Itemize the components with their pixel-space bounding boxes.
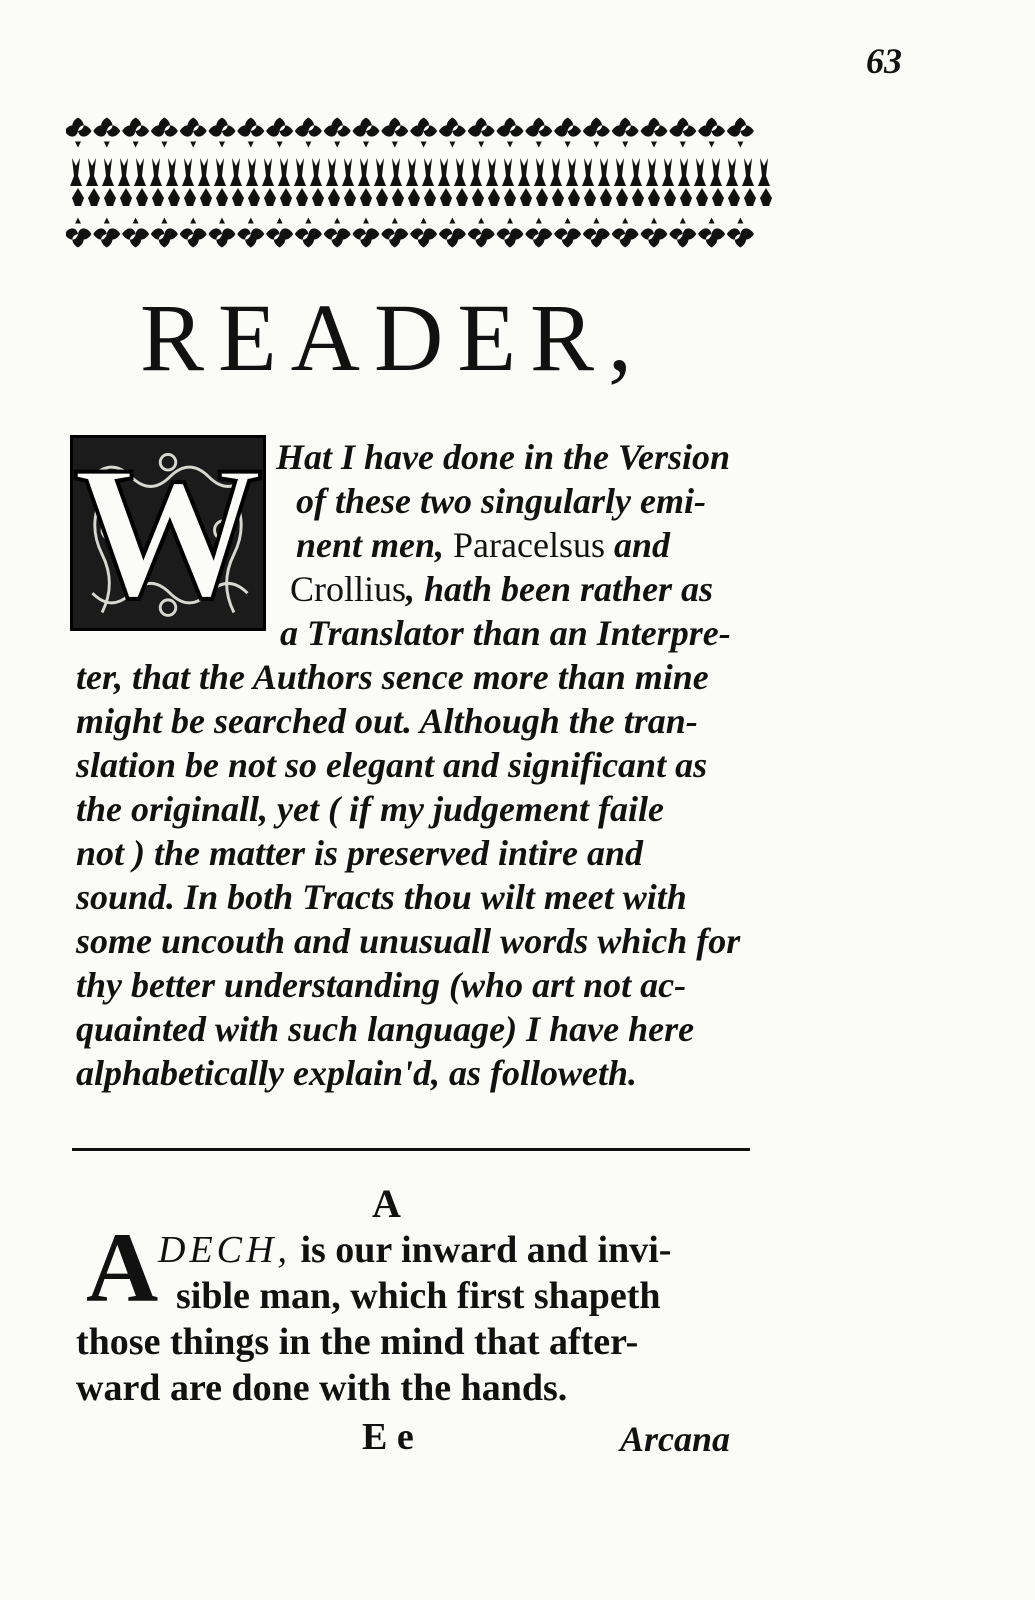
small-fleuron-glyph — [438, 158, 450, 186]
small-fleuron-glyph — [166, 158, 178, 186]
fleuron-glyph — [583, 118, 610, 148]
small-fleuron-glyph — [200, 188, 212, 206]
intro-line-15: alphabetically explain'd, as followeth. — [76, 1053, 637, 1093]
small-fleuron-glyph — [102, 158, 114, 186]
small-fleuron-glyph — [440, 188, 452, 206]
fleuron-glyph — [468, 118, 495, 148]
intro-line-12: some uncouth and unusuall words which for — [76, 921, 741, 961]
small-fleuron-glyph — [680, 188, 692, 206]
small-fleuron-glyph — [454, 158, 466, 186]
small-fleuron-glyph — [136, 188, 148, 206]
conjunction-and: and — [604, 525, 671, 565]
small-fleuron-glyph — [712, 188, 724, 206]
fleuron-glyph — [122, 118, 149, 148]
intro-line-5: a Translator than an Interpre- — [280, 613, 731, 653]
name-paracelsus: Paracelsus — [453, 525, 605, 565]
section-heading: READER, — [140, 284, 646, 391]
small-fleuron-glyph — [584, 188, 596, 206]
small-fleuron-glyph — [694, 158, 706, 186]
fleuron-glyph — [698, 218, 725, 248]
entry-line-2: sible man, which first shapeth — [176, 1275, 661, 1317]
fleuron-glyph — [180, 218, 207, 248]
small-fleuron-glyph — [150, 158, 162, 186]
small-fleuron-glyph — [246, 158, 258, 186]
fleuron-glyph — [237, 118, 264, 148]
small-fleuron-glyph — [342, 158, 354, 186]
small-fleuron-glyph — [406, 158, 418, 186]
small-fleuron-glyph — [758, 158, 770, 186]
small-fleuron-glyph — [376, 188, 388, 206]
small-fleuron-glyph — [552, 188, 564, 206]
intro-line-1: Hat I have done in the Version — [276, 437, 731, 477]
small-fleuron-glyph — [88, 188, 100, 206]
small-fleuron-glyph — [486, 158, 498, 186]
small-fleuron-glyph — [118, 158, 130, 186]
fleuron-glyph — [583, 218, 610, 248]
small-fleuron-glyph — [392, 188, 404, 206]
intro-line-4-rest: , hath been rather as — [406, 569, 714, 609]
intro-line-9: the originall, yet ( if my judgement faile — [76, 789, 664, 829]
entry-term: DECH, — [158, 1229, 291, 1271]
small-fleuron-glyph — [168, 188, 180, 206]
small-fleuron-glyph — [504, 188, 516, 206]
small-fleuron-glyph — [614, 158, 626, 186]
small-fleuron-glyph — [390, 158, 402, 186]
fleuron-glyph — [66, 218, 92, 248]
fleuron-glyph — [698, 118, 725, 148]
intro-line-13: thy better understanding (who art not ac- — [76, 965, 687, 1005]
decorated-initial — [70, 428, 266, 638]
small-fleuron-glyph — [456, 188, 468, 206]
small-fleuron-glyph — [728, 188, 740, 206]
small-fleuron-glyph — [744, 188, 756, 206]
small-fleuron-glyph — [310, 158, 322, 186]
fleuron-glyph — [468, 218, 495, 248]
fleuron-glyph — [381, 118, 408, 148]
small-fleuron-glyph — [568, 188, 580, 206]
small-fleuron-glyph — [72, 188, 84, 206]
intro-line-11: sound. In both Tracts thou wilt meet with — [76, 877, 687, 917]
fleuron-glyph — [151, 118, 178, 148]
catchword: Arcana — [620, 1419, 731, 1459]
fleuron-glyph — [497, 118, 524, 148]
small-fleuron-glyph — [600, 188, 612, 206]
small-fleuron-glyph — [534, 158, 546, 186]
fleuron-glyph — [295, 118, 322, 148]
fleuron-glyph — [525, 118, 552, 148]
glossary-section-letter: A — [372, 1181, 401, 1226]
small-fleuron-glyph — [598, 158, 610, 186]
fleuron-glyph — [612, 218, 639, 248]
small-fleuron-glyph — [182, 158, 194, 186]
small-fleuron-glyph — [646, 158, 658, 186]
small-fleuron-glyph — [134, 158, 146, 186]
small-fleuron-glyph — [536, 188, 548, 206]
small-fleuron-glyph — [742, 158, 754, 186]
small-fleuron-glyph — [726, 158, 738, 186]
small-fleuron-glyph — [470, 158, 482, 186]
fleuron-glyph — [353, 118, 380, 148]
fleuron-glyph — [525, 218, 552, 248]
fleuron-glyph — [93, 118, 120, 148]
small-fleuron-glyph — [264, 188, 276, 206]
intro-line-4 — [290, 568, 780, 610]
fleuron-glyph — [497, 218, 524, 248]
small-fleuron-glyph — [710, 158, 722, 186]
fleuron-glyph — [353, 218, 380, 248]
intro-line-3-text: nent men, — [296, 525, 454, 565]
fleuron-glyph — [66, 118, 92, 148]
fleuron-glyph — [612, 118, 639, 148]
small-fleuron-glyph — [296, 188, 308, 206]
small-fleuron-glyph — [120, 188, 132, 206]
fleuron-glyph — [727, 118, 754, 148]
intro-line-8: slation be not so elegant and significant as — [76, 745, 708, 785]
small-fleuron-glyph — [326, 158, 338, 186]
small-fleuron-glyph — [502, 158, 514, 186]
entry-drop-letter: A — [86, 1212, 159, 1323]
intro-line-3 — [296, 524, 786, 566]
small-fleuron-glyph — [424, 188, 436, 206]
fleuron-glyph — [93, 218, 120, 248]
fleuron-glyph — [266, 218, 293, 248]
small-fleuron-glyph — [86, 158, 98, 186]
small-fleuron-glyph — [214, 158, 226, 186]
small-fleuron-glyph — [232, 188, 244, 206]
small-fleuron-glyph — [104, 188, 116, 206]
small-fleuron-glyph — [566, 158, 578, 186]
small-fleuron-glyph — [678, 158, 690, 186]
fleuron-glyph — [641, 118, 668, 148]
small-fleuron-glyph — [278, 158, 290, 186]
small-fleuron-glyph — [344, 188, 356, 206]
small-fleuron-glyph — [422, 158, 434, 186]
intro-line-7: might be searched out. Although the tran- — [76, 701, 698, 741]
small-fleuron-glyph — [662, 158, 674, 186]
fleuron-glyph — [439, 218, 466, 248]
fleuron-glyph — [122, 218, 149, 248]
small-fleuron-glyph — [358, 158, 370, 186]
small-fleuron-glyph — [230, 158, 242, 186]
small-fleuron-glyph — [648, 188, 660, 206]
small-fleuron-glyph — [664, 188, 676, 206]
fleuron-glyph — [151, 218, 178, 248]
fleuron-glyph — [641, 218, 668, 248]
fleuron-glyph — [237, 218, 264, 248]
small-fleuron-glyph — [488, 188, 500, 206]
fleuron-glyph — [410, 218, 437, 248]
fleuron-glyph — [669, 218, 696, 248]
fleuron-glyph — [295, 218, 322, 248]
fleuron-glyph — [381, 218, 408, 248]
small-fleuron-glyph — [472, 188, 484, 206]
small-fleuron-glyph — [312, 188, 324, 206]
signature-mark: E e — [362, 1416, 414, 1458]
small-fleuron-glyph — [216, 188, 228, 206]
small-fleuron-glyph — [70, 158, 82, 186]
fleuron-glyph — [180, 118, 207, 148]
small-fleuron-glyph — [374, 158, 386, 186]
entry-line-3: those things in the mind that after- — [76, 1321, 639, 1363]
fleuron-glyph — [554, 118, 581, 148]
intro-line-6: ter, that the Authors sence more than mine — [76, 657, 709, 697]
small-fleuron-glyph — [520, 188, 532, 206]
small-fleuron-glyph — [582, 158, 594, 186]
horizontal-rule — [72, 1148, 750, 1151]
fleuron-glyph — [324, 118, 351, 148]
fleuron-glyph — [669, 118, 696, 148]
small-fleuron-glyph — [360, 188, 372, 206]
fleuron-glyph — [266, 118, 293, 148]
small-fleuron-glyph — [550, 158, 562, 186]
fleuron-ornament — [66, 86, 776, 256]
small-fleuron-glyph — [294, 158, 306, 186]
fleuron-glyph — [209, 118, 236, 148]
printers-ornament-band — [66, 86, 776, 256]
small-fleuron-glyph — [152, 188, 164, 206]
fleuron-glyph — [727, 218, 754, 248]
small-fleuron-glyph — [248, 188, 260, 206]
small-fleuron-glyph — [328, 188, 340, 206]
fleuron-glyph — [439, 118, 466, 148]
fleuron-glyph — [209, 218, 236, 248]
fleuron-glyph — [410, 118, 437, 148]
fleuron-glyph — [324, 218, 351, 248]
small-fleuron-glyph — [518, 158, 530, 186]
name-crollius: Crollius — [290, 569, 407, 609]
entry-line-1 — [158, 1228, 671, 1272]
intro-line-14: quainted with such language) I have here — [76, 1009, 695, 1049]
small-fleuron-glyph — [262, 158, 274, 186]
small-fleuron-glyph — [408, 188, 420, 206]
small-fleuron-glyph — [198, 158, 210, 186]
intro-line-10: not ) the matter is preserved intire and — [76, 833, 643, 873]
small-fleuron-glyph — [280, 188, 292, 206]
initial-letter: W — [73, 428, 263, 638]
small-fleuron-glyph — [696, 188, 708, 206]
page-number: 63 — [866, 41, 902, 81]
small-fleuron-glyph — [630, 158, 642, 186]
entry-line-1-rest: is our inward and invi- — [290, 1229, 672, 1271]
fleuron-glyph — [554, 218, 581, 248]
entry-line-4: ward are done with the hands. — [76, 1367, 568, 1409]
small-fleuron-glyph — [616, 188, 628, 206]
intro-line-2: of these two singularly emi- — [296, 481, 707, 521]
small-fleuron-glyph — [632, 188, 644, 206]
small-fleuron-glyph — [184, 188, 196, 206]
small-fleuron-glyph — [760, 188, 772, 206]
